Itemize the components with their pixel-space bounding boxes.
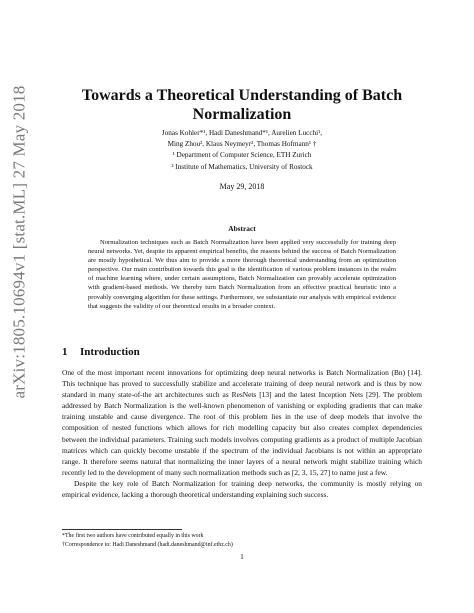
author-block	[62, 128, 422, 173]
body-line: composition of nested functions which allows for rich modelling capacity but also creates complex	[62, 423, 379, 433]
footnotes	[62, 529, 422, 549]
author-line: Ming Zhou², Klaus Neymeyr², Thomas Hofmann¹ †	[167, 140, 317, 149]
body-line: ResNets [13] and the latest Inception Nets [29]. The problem addressed by Batch Normalization is	[62, 390, 422, 411]
body-line: normalizing the inner layers of a neural network might stabilize training which recently led to the	[62, 456, 422, 477]
body-line: the well-known phenomenon of vanishing or exploding gradients that can make training unstable	[62, 401, 423, 422]
paragraph	[62, 478, 422, 500]
affiliation-line: ² Institute of Mathematics, University of Rostock	[171, 162, 313, 171]
abstract-line: success of Batch Normalization are mostly hypothetical. We thus aim to provide a more thorough	[88, 248, 396, 265]
abstract-heading: Abstract	[228, 224, 256, 233]
introduction-text	[62, 367, 422, 500]
arxiv-identifier: arXiv:1805.10694v1 [stat.ML] 27 May 2018	[10, 85, 29, 399]
paragraph	[62, 367, 422, 478]
paper-date: May 29, 2018	[219, 182, 265, 191]
body-line: of deep neural network and is thus by now standard in many state-of-the art architectures such as	[62, 379, 422, 400]
section-heading	[62, 346, 422, 358]
abstract-line: heuristic into a provably converging algorithm for these settings. Furthermore, we substantiate	[88, 284, 397, 301]
section-title: Introduction	[80, 346, 140, 358]
abstract-line: theoretical understanding from an optimization perspective. Our main contribution towards	[88, 257, 396, 274]
body-line: and cause divergence. The root of this problem lies in the use of deep models that involve the	[116, 412, 422, 422]
title-line: Towards a Theoretical Understanding of Batch	[81, 87, 403, 104]
abstract-line: broader context.	[232, 302, 276, 310]
title-line: Normalization	[192, 106, 292, 123]
abstract-line: training deep neural networks. Yet, despite its apparent empirical benefits, the reasons behind the	[88, 239, 396, 256]
footnote-rule	[62, 529, 182, 530]
paper-title	[62, 86, 422, 124]
body-line: dependencies between the individual parameters. Training such models involves computing gradients	[62, 423, 422, 444]
footnote: *The first two authors have contributed equally in this work	[62, 533, 204, 539]
body-line: relying on empirical evidence, lacking a thorough theoretical understanding explaining such success.	[62, 478, 422, 500]
abstract-line: with gradient-based methods. We thereby turn Batch Normalization from an effective practical	[88, 284, 352, 292]
body-line: of the individual Jacobians is not within an appropriate range. It therefore seems natural that	[62, 445, 422, 466]
section-number: 1	[62, 346, 68, 358]
abstract-line: Normalization techniques such as Batch Normalization have been applied very successfully for	[100, 239, 359, 246]
affiliation-line: ¹ Department of Computer Science, ETH Zurich	[172, 151, 312, 160]
arxiv-side-stamp	[8, 85, 32, 399]
author-line: Jonas Kohler*¹, Hadi Daneshmand*¹, Aurelien Lucchi¹,	[161, 129, 323, 137]
abstract-line: where, under certain assumptions, Batch Normalization can provably accelerate optimization	[144, 275, 396, 283]
footnote: †Correspondence to: Hadi Daneshmand (hadi.daneshmand@inf.ethz.ch)	[62, 541, 233, 548]
body-line: Despite the key role of Batch Normalization for training deep networks, the community is mostly	[74, 478, 387, 488]
body-line: development of many such normalization methods such as [2, 3, 15, 27] to name just a few.	[117, 467, 388, 477]
page-number: 1	[240, 552, 244, 561]
abstract-line: this goal is the identification of various problem instances in the realm of machine learning	[88, 266, 396, 283]
abstract-line: our analysis with empirical evidence that suggests the validity of our theoretical results in a	[88, 293, 396, 310]
body-line: One of the most important recent innovations for optimizing deep neural networks is Batch	[62, 368, 344, 377]
body-line: Normalization (Bn) [14]. This technique has proved to successfully stabilize and accelerate training	[62, 368, 422, 389]
abstract-text	[88, 238, 396, 311]
body-line: as a product of multiple Jacobian matrices which can quickly become unstable if the spectrum	[62, 434, 422, 455]
